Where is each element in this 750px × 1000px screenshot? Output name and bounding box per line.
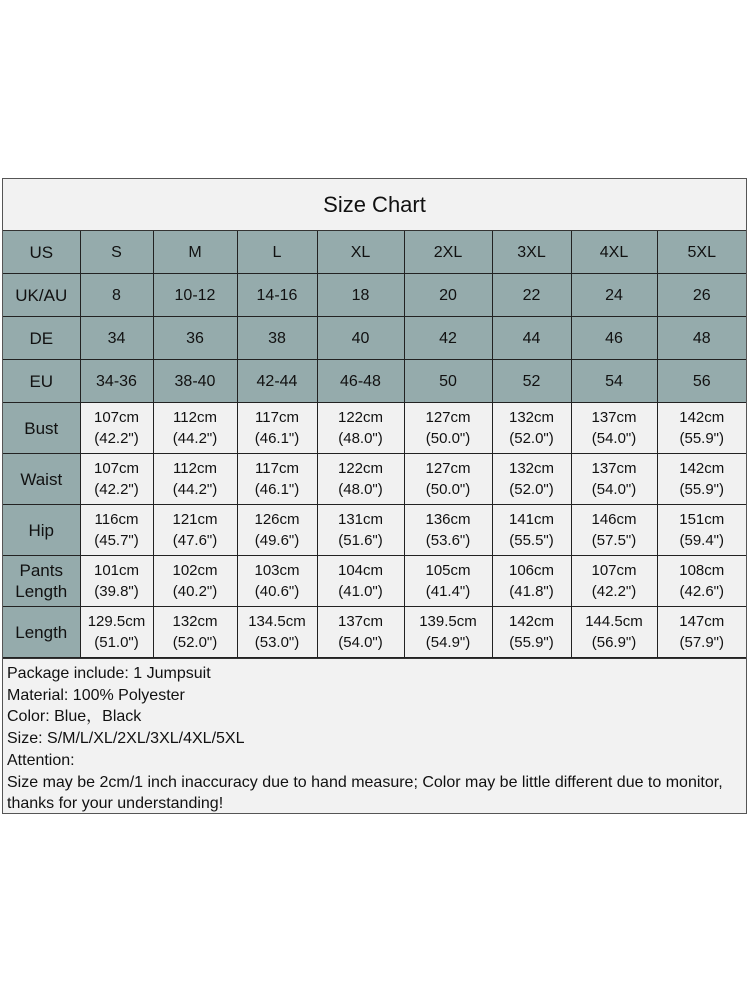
size-cell: 5XL [657,231,746,274]
cm-value: 121cm [172,511,218,528]
cm-value: 141cm [508,511,555,528]
inch-value: (54.0") [591,430,637,447]
inch-value: (54.0") [338,634,383,651]
cm-value: 151cm [679,511,725,528]
inch-value: (42.6") [679,583,724,600]
inch-value: (44.2") [172,430,218,447]
cm-value: 146cm [591,511,637,528]
size-cell: 26 [657,274,746,317]
size-cell: 8 [80,274,153,317]
size-cell: 22 [492,274,571,317]
size-cell: S [80,231,153,274]
measure-cell [317,556,404,607]
measure-cell [153,505,237,556]
cm-value: 132cm [172,613,218,630]
inch-value: (40.2") [172,583,218,600]
disclaimer-note: Size may be 2cm/1 inch inaccuracy due to hand measure; Color may be little different due to monitor, thanks for your understanding! [7,773,723,813]
cm-value: 142cm [508,613,555,630]
cm-value: 108cm [679,562,725,579]
cm-value: 105cm [425,562,471,579]
row-label: Bust [3,403,80,454]
measure-cell [317,403,404,454]
size-table [3,231,746,658]
inch-value: (52.0") [509,430,554,447]
measure-cell [80,556,153,607]
size-cell: 52 [492,360,571,403]
row-label-line: Length [15,582,68,601]
inch-value: (56.9") [591,634,637,651]
inch-value: (52.0") [509,481,554,498]
cm-value: 106cm [508,562,555,579]
cm-value: 136cm [425,511,471,528]
size-cell: 20 [404,274,492,317]
size-cell: 18 [317,274,404,317]
size-cell: 34 [80,317,153,360]
size-row-us [3,231,746,274]
size-row-uk-au [3,274,746,317]
size-cell: XL [317,231,404,274]
size-cell: 36 [153,317,237,360]
inch-value: (41.0") [338,583,383,600]
size-cell: 56 [657,360,746,403]
measure-row-pants-length [3,556,746,607]
product-notes [3,658,746,813]
row-label: Length [3,607,80,658]
cm-value: 147cm [679,613,725,630]
inch-value: (49.6") [254,532,300,549]
inch-value: (55.9") [509,634,554,651]
measure-cell [80,403,153,454]
measure-cell [657,556,746,607]
cm-value: 137cm [591,409,637,426]
cm-value: 122cm [337,460,384,477]
measure-cell [492,607,571,658]
inch-value: (53.6") [425,532,471,549]
measure-cell [657,403,746,454]
cm-value: 122cm [337,409,384,426]
size-cell: M [153,231,237,274]
row-label: US [3,231,80,274]
size-cell: 46-48 [317,360,404,403]
measure-cell [317,505,404,556]
inch-value: (55.9") [679,481,724,498]
size-note: Size: S/M/L/XL/2XL/3XL/4XL/5XL [7,730,245,748]
cm-value: 112cm [173,460,217,477]
measure-cell [571,556,657,607]
measure-cell [404,403,492,454]
measure-cell [492,454,571,505]
inch-value: (55.9") [679,430,724,447]
inch-value: (48.0") [338,430,383,447]
inch-value: (51.6") [338,532,383,549]
cm-value: 142cm [679,409,725,426]
measure-cell [317,454,404,505]
cm-value: 131cm [337,511,384,528]
measure-cell [80,607,153,658]
size-cell: 4XL [571,231,657,274]
size-chart [2,178,747,814]
row-label: Hip [3,505,80,556]
inch-value: (40.6") [254,583,300,600]
measure-row-waist [3,454,746,505]
row-label-line: Pants [19,561,63,580]
inch-value: (41.8") [509,583,554,600]
cm-value: 142cm [679,460,725,477]
cm-value: 127cm [425,409,471,426]
cm-value: 103cm [254,562,300,579]
cm-value: 101cm [93,562,140,579]
cm-value: 117cm [255,460,299,477]
size-cell: 46 [571,317,657,360]
size-cell: 44 [492,317,571,360]
inch-value: (51.0") [94,634,139,651]
inch-value: (46.1") [254,481,300,498]
measure-cell [237,454,317,505]
measure-cell [237,505,317,556]
cm-value: 129.5cm [87,613,146,630]
size-cell: 34-36 [80,360,153,403]
measure-cell [153,556,237,607]
measure-row-hip [3,505,746,556]
cm-value: 134.5cm [248,613,306,630]
size-cell: 10-12 [153,274,237,317]
cm-value: 137cm [591,460,637,477]
measure-cell [404,556,492,607]
cm-value: 107cm [93,460,140,477]
inch-value: (42.2") [591,583,637,600]
measure-cell [237,556,317,607]
size-cell: 42 [404,317,492,360]
chart-title: Size Chart [3,179,746,231]
measure-cell [153,607,237,658]
measure-cell [492,403,571,454]
measure-cell [571,403,657,454]
cm-value: 144.5cm [585,613,643,630]
cm-value: 112cm [173,409,217,426]
row-label: EU [3,360,80,403]
size-cell: 2XL [404,231,492,274]
measure-cell [571,454,657,505]
inch-value: (54.0") [591,481,637,498]
measure-cell [317,607,404,658]
row-label: DE [3,317,80,360]
measure-cell [404,454,492,505]
measure-cell [657,454,746,505]
inch-value: (47.6") [172,532,218,549]
row-label [3,556,80,607]
inch-value: (52.0") [172,634,218,651]
size-cell: 42-44 [237,360,317,403]
inch-value: (46.1") [254,430,300,447]
size-cell: 54 [571,360,657,403]
measure-cell [237,607,317,658]
size-cell: 38 [237,317,317,360]
inch-value: (44.2") [172,481,218,498]
measure-cell [657,505,746,556]
size-row-eu [3,360,746,403]
cm-value: 117cm [255,409,299,426]
cm-value: 107cm [93,409,140,426]
cm-value: 107cm [591,562,637,579]
cm-value: 126cm [254,511,300,528]
measure-cell [571,505,657,556]
attention-label: Attention: [7,751,75,769]
size-cell: 38-40 [153,360,237,403]
measure-cell [492,505,571,556]
color-note: Color: Blue，Black [7,708,142,726]
measure-row-length [3,607,746,658]
size-cell: 3XL [492,231,571,274]
cm-value: 139.5cm [419,613,477,630]
inch-value: (53.0") [254,634,300,651]
measure-cell [571,607,657,658]
inch-value: (41.4") [425,583,471,600]
package-note: Package include: 1 Jumpsuit [7,665,211,682]
inch-value: (59.4") [679,532,724,549]
size-row-de [3,317,746,360]
measure-cell [80,505,153,556]
inch-value: (50.0") [425,430,471,447]
size-cell: L [237,231,317,274]
size-cell: 50 [404,360,492,403]
cm-value: 132cm [508,409,555,426]
cm-value: 116cm [94,511,139,528]
size-cell: 40 [317,317,404,360]
row-label: UK/AU [3,274,80,317]
cm-value: 137cm [337,613,384,630]
measure-cell [404,505,492,556]
cm-value: 102cm [172,562,218,579]
row-label: Waist [3,454,80,505]
inch-value: (42.2") [94,481,139,498]
inch-value: (45.7") [94,532,139,549]
cm-value: 104cm [337,562,384,579]
size-cell: 48 [657,317,746,360]
cm-value: 127cm [425,460,471,477]
measure-cell [80,454,153,505]
inch-value: (54.9") [425,634,471,651]
inch-value: (57.5") [591,532,637,549]
material-note: Material: 100% Polyester [7,686,185,704]
measure-cell [153,403,237,454]
inch-value: (55.5") [509,532,554,549]
measure-row-bust [3,403,746,454]
measure-cell [657,607,746,658]
size-cell: 24 [571,274,657,317]
inch-value: (39.8") [94,583,139,600]
cm-value: 132cm [508,460,555,477]
inch-value: (50.0") [425,481,471,498]
inch-value: (42.2") [94,430,139,447]
inch-value: (48.0") [338,481,383,498]
measure-cell [492,556,571,607]
size-cell: 14-16 [237,274,317,317]
measure-cell [404,607,492,658]
inch-value: (57.9") [679,634,724,651]
measure-cell [237,403,317,454]
measure-cell [153,454,237,505]
